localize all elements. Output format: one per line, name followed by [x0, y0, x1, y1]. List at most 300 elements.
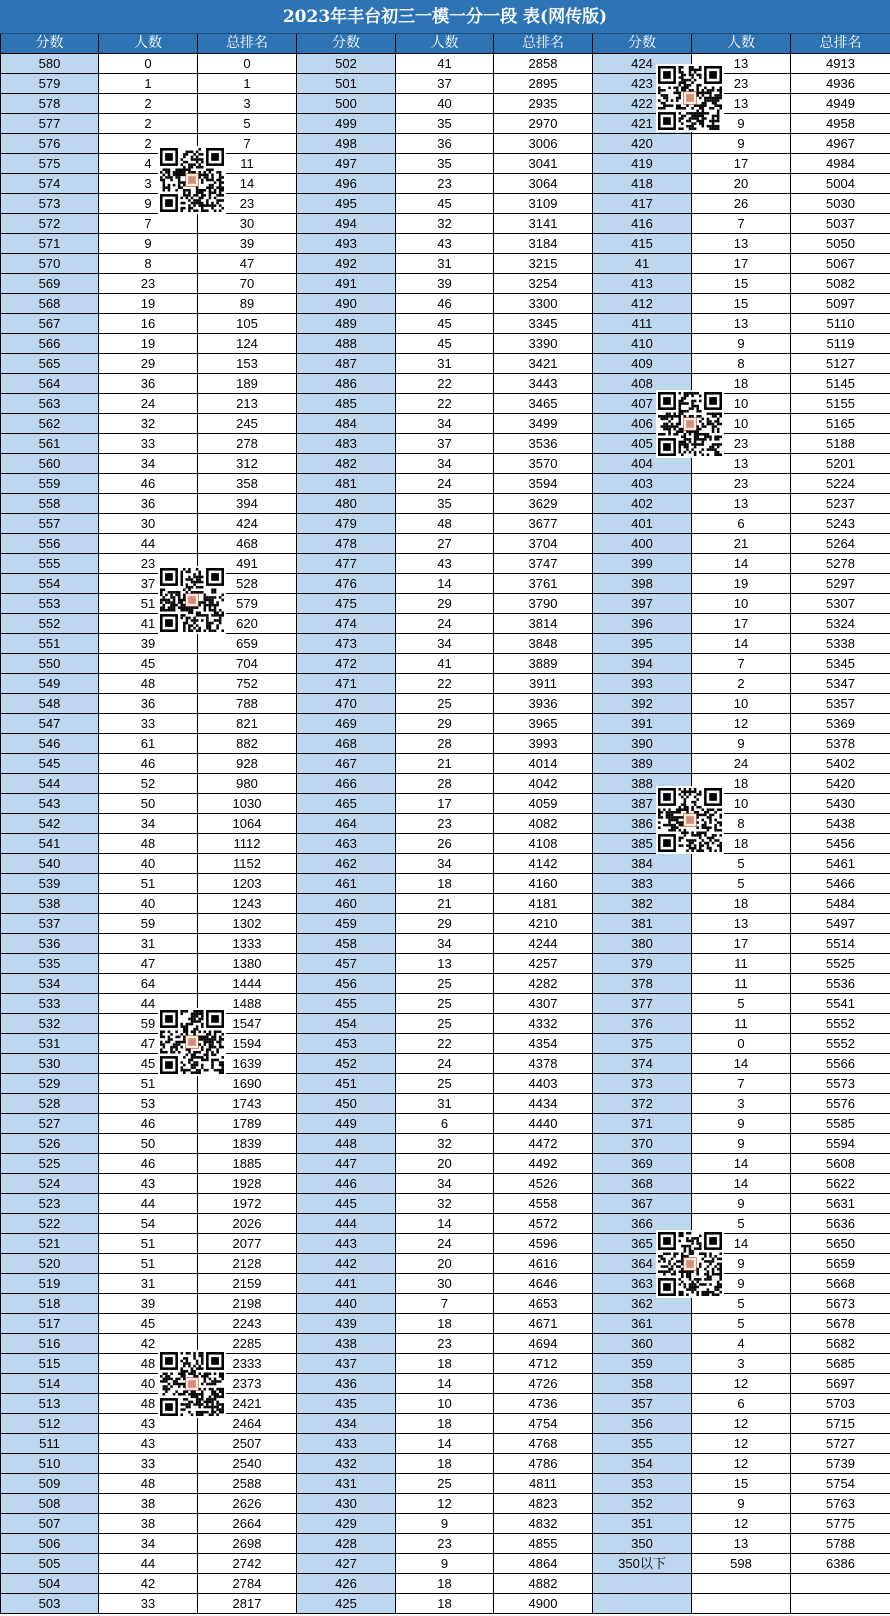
count-cell: 15: [692, 274, 791, 294]
score-cell: 433: [297, 1434, 396, 1454]
count-cell: 12: [692, 1514, 791, 1534]
score-cell: 377: [593, 994, 692, 1014]
score-cell: 456: [297, 974, 396, 994]
count-cell: 12: [692, 1434, 791, 1454]
score-cell: [593, 1594, 692, 1614]
rank-cell: 4913: [791, 54, 890, 74]
header-count: 人数: [99, 34, 198, 54]
count-cell: 26: [396, 834, 494, 854]
count-cell: 5: [692, 994, 791, 1014]
count-cell: 53: [99, 1094, 198, 1114]
score-cell: 545: [1, 754, 99, 774]
rank-cell: 1488: [198, 994, 297, 1014]
rank-cell: 5536: [791, 974, 890, 994]
count-cell: 8: [99, 254, 198, 274]
count-cell: 43: [99, 1434, 198, 1454]
rank-cell: 3790: [494, 594, 593, 614]
count-cell: 7: [692, 214, 791, 234]
rank-cell: 4160: [494, 874, 593, 894]
count-cell: 40: [99, 854, 198, 874]
count-cell: 22: [396, 1034, 494, 1054]
score-cell: 521: [1, 1234, 99, 1254]
count-cell: 44: [99, 1194, 198, 1214]
score-cell: 452: [297, 1054, 396, 1074]
score-cell: 478: [297, 534, 396, 554]
score-cell: 361: [593, 1314, 692, 1334]
count-cell: 32: [396, 1194, 494, 1214]
count-cell: 29: [99, 354, 198, 374]
count-cell: 15: [692, 1474, 791, 1494]
score-cell: 504: [1, 1574, 99, 1594]
count-cell: 40: [99, 1374, 198, 1394]
rank-cell: 3848: [494, 634, 593, 654]
count-cell: 14: [396, 1434, 494, 1454]
score-cell: 451: [297, 1074, 396, 1094]
score-cell: 495: [297, 194, 396, 214]
count-cell: 16: [99, 314, 198, 334]
score-cell: 385: [593, 834, 692, 854]
qr-code-image: [656, 786, 724, 854]
count-cell: 14: [692, 1234, 791, 1254]
rank-cell: 3677: [494, 514, 593, 534]
count-cell: 10: [692, 414, 791, 434]
score-cell: 466: [297, 774, 396, 794]
count-cell: 39: [99, 634, 198, 654]
score-cell: 432: [297, 1454, 396, 1474]
score-cell: 440: [297, 1294, 396, 1314]
rank-cell: 5650: [791, 1234, 890, 1254]
rank-cell: 1302: [198, 914, 297, 934]
score-cell: 480: [297, 494, 396, 514]
score-cell: 358: [593, 1374, 692, 1394]
count-cell: 10: [692, 694, 791, 714]
score-cell: 405: [593, 434, 692, 454]
score-cell: 388: [593, 774, 692, 794]
count-cell: 9: [692, 334, 791, 354]
count-cell: 24: [99, 394, 198, 414]
rank-cell: 278: [198, 434, 297, 454]
rank-cell: 4984: [791, 154, 890, 174]
count-cell: 24: [396, 614, 494, 634]
count-cell: 10: [692, 594, 791, 614]
score-cell: 569: [1, 274, 99, 294]
rank-cell: 213: [198, 394, 297, 414]
count-cell: 7: [692, 1074, 791, 1094]
count-cell: 25: [396, 994, 494, 1014]
rank-cell: 1547: [198, 1014, 297, 1034]
count-cell: 23: [99, 554, 198, 574]
count-cell: 45: [396, 314, 494, 334]
count-cell: 33: [99, 1454, 198, 1474]
count-cell: 40: [396, 94, 494, 114]
score-cell: 41: [593, 254, 692, 274]
score-cell: 576: [1, 134, 99, 154]
count-cell: 51: [99, 1074, 198, 1094]
rank-cell: 4042: [494, 774, 593, 794]
count-cell: 13: [396, 954, 494, 974]
score-cell: 544: [1, 774, 99, 794]
score-cell: 496: [297, 174, 396, 194]
score-cell: 486: [297, 374, 396, 394]
score-cell: 512: [1, 1414, 99, 1434]
rank-cell: 5668: [791, 1274, 890, 1294]
count-cell: 28: [396, 774, 494, 794]
count-cell: 13: [692, 54, 791, 74]
score-cell: 379: [593, 954, 692, 974]
rank-cell: 5188: [791, 434, 890, 454]
count-cell: 43: [99, 1174, 198, 1194]
rank-cell: 153: [198, 354, 297, 374]
score-cell: 424: [593, 54, 692, 74]
score-cell: 485: [297, 394, 396, 414]
score-cell: 562: [1, 414, 99, 434]
count-cell: 51: [99, 874, 198, 894]
score-cell: 401: [593, 514, 692, 534]
rank-cell: 5430: [791, 794, 890, 814]
count-cell: 11: [692, 1014, 791, 1034]
rank-cell: 1030: [198, 794, 297, 814]
rank-cell: 5497: [791, 914, 890, 934]
count-cell: 42: [99, 1574, 198, 1594]
count-cell: 18: [396, 1574, 494, 1594]
score-cell: 446: [297, 1174, 396, 1194]
rank-cell: 2970: [494, 114, 593, 134]
rank-cell: 4354: [494, 1034, 593, 1054]
count-cell: 13: [692, 234, 791, 254]
rank-cell: 5224: [791, 474, 890, 494]
score-cell: 408: [593, 374, 692, 394]
rank-cell: 5338: [791, 634, 890, 654]
count-cell: 50: [99, 1134, 198, 1154]
count-cell: 3: [692, 1094, 791, 1114]
count-cell: 6: [692, 514, 791, 534]
rank-cell: 3390: [494, 334, 593, 354]
score-cell: 526: [1, 1134, 99, 1154]
count-cell: 46: [396, 294, 494, 314]
count-cell: 44: [99, 534, 198, 554]
count-cell: 34: [99, 814, 198, 834]
rank-cell: 468: [198, 534, 297, 554]
count-cell: 17: [396, 794, 494, 814]
score-cell: 472: [297, 654, 396, 674]
rank-cell: 5594: [791, 1134, 890, 1154]
rank-cell: 4059: [494, 794, 593, 814]
count-cell: 9: [396, 1554, 494, 1574]
score-cell: 538: [1, 894, 99, 914]
count-cell: [692, 1594, 791, 1614]
count-cell: 20: [396, 1254, 494, 1274]
score-cell: 411: [593, 314, 692, 334]
rank-cell: 5082: [791, 274, 890, 294]
rank-cell: 5: [198, 114, 297, 134]
rank-cell: 5037: [791, 214, 890, 234]
count-cell: 43: [99, 1414, 198, 1434]
count-cell: 38: [99, 1494, 198, 1514]
rank-cell: 579: [198, 594, 297, 614]
score-cell: 366: [593, 1214, 692, 1234]
count-cell: 47: [99, 954, 198, 974]
rank-cell: 105: [198, 314, 297, 334]
rank-cell: 1: [198, 74, 297, 94]
count-cell: 9: [396, 1514, 494, 1534]
rank-cell: 2698: [198, 1534, 297, 1554]
rank-cell: 2626: [198, 1494, 297, 1514]
rank-cell: 5715: [791, 1414, 890, 1434]
count-cell: 12: [692, 714, 791, 734]
score-cell: 549: [1, 674, 99, 694]
rank-cell: 2421: [198, 1394, 297, 1414]
count-cell: 7: [99, 214, 198, 234]
rank-cell: 5402: [791, 754, 890, 774]
rank-cell: 5659: [791, 1254, 890, 1274]
count-cell: 48: [99, 1474, 198, 1494]
rank-cell: 5585: [791, 1114, 890, 1134]
count-cell: 4: [692, 1334, 791, 1354]
score-cell: 493: [297, 234, 396, 254]
rank-cell: 528: [198, 574, 297, 594]
score-cell: 434: [297, 1414, 396, 1434]
score-cell: 505: [1, 1554, 99, 1574]
rank-cell: 4736: [494, 1394, 593, 1414]
rank-cell: 5466: [791, 874, 890, 894]
score-cell: 399: [593, 554, 692, 574]
rank-cell: 2198: [198, 1294, 297, 1314]
score-cell: 390: [593, 734, 692, 754]
rank-cell: 358: [198, 474, 297, 494]
score-cell: 443: [297, 1234, 396, 1254]
count-cell: 18: [396, 1594, 494, 1614]
rank-cell: 5788: [791, 1534, 890, 1554]
score-cell: 508: [1, 1494, 99, 1514]
rank-cell: 2588: [198, 1474, 297, 1494]
count-cell: 3: [692, 1354, 791, 1374]
score-cell: 511: [1, 1434, 99, 1454]
rank-cell: 3109: [494, 194, 593, 214]
score-cell: 423: [593, 74, 692, 94]
score-cell: 453: [297, 1034, 396, 1054]
count-cell: [692, 1574, 791, 1594]
rank-cell: 1243: [198, 894, 297, 914]
score-cell: 536: [1, 934, 99, 954]
score-cell: 467: [297, 754, 396, 774]
rank-cell: 5484: [791, 894, 890, 914]
rank-cell: 1152: [198, 854, 297, 874]
count-cell: 9: [99, 194, 198, 214]
score-cell: 579: [1, 74, 99, 94]
count-cell: 23: [396, 174, 494, 194]
count-cell: 34: [99, 454, 198, 474]
count-cell: 54: [99, 1214, 198, 1234]
count-cell: 17: [692, 934, 791, 954]
count-cell: 42: [99, 1334, 198, 1354]
score-cell: 461: [297, 874, 396, 894]
score-cell: 464: [297, 814, 396, 834]
count-cell: 17: [692, 254, 791, 274]
count-cell: 5: [692, 874, 791, 894]
score-cell: 444: [297, 1214, 396, 1234]
count-cell: 14: [692, 1154, 791, 1174]
score-cell: 559: [1, 474, 99, 494]
count-cell: 34: [396, 1174, 494, 1194]
score-cell: 510: [1, 1454, 99, 1474]
qr-code-image: [656, 390, 724, 458]
score-cell: 389: [593, 754, 692, 774]
score-cell: 488: [297, 334, 396, 354]
count-cell: 40: [99, 894, 198, 914]
count-cell: 1: [99, 74, 198, 94]
score-cell: 517: [1, 1314, 99, 1334]
rank-cell: 4900: [494, 1594, 593, 1614]
score-cell: 524: [1, 1174, 99, 1194]
count-cell: 18: [396, 1354, 494, 1374]
count-cell: 23: [692, 74, 791, 94]
count-cell: 35: [396, 154, 494, 174]
rank-cell: 2858: [494, 54, 593, 74]
rank-cell: 491: [198, 554, 297, 574]
score-cell: 364: [593, 1254, 692, 1274]
rank-cell: 752: [198, 674, 297, 694]
rank-cell: 4572: [494, 1214, 593, 1234]
count-cell: 9: [692, 114, 791, 134]
count-cell: 32: [396, 1134, 494, 1154]
count-cell: 9: [692, 1254, 791, 1274]
rank-cell: 5097: [791, 294, 890, 314]
score-cell: 479: [297, 514, 396, 534]
rank-cell: 620: [198, 614, 297, 634]
score-cell: 487: [297, 354, 396, 374]
rank-cell: 2159: [198, 1274, 297, 1294]
score-cell: 402: [593, 494, 692, 514]
count-cell: 64: [99, 974, 198, 994]
rank-cell: 124: [198, 334, 297, 354]
rank-cell: 2128: [198, 1254, 297, 1274]
score-cell: 580: [1, 54, 99, 74]
count-cell: 26: [692, 194, 791, 214]
score-cell: 460: [297, 894, 396, 914]
count-cell: 39: [396, 274, 494, 294]
rank-cell: 4434: [494, 1094, 593, 1114]
score-cell: 356: [593, 1414, 692, 1434]
score-cell: 447: [297, 1154, 396, 1174]
score-cell: 554: [1, 574, 99, 594]
score-cell: 370: [593, 1134, 692, 1154]
rank-cell: 4378: [494, 1054, 593, 1074]
count-cell: 51: [99, 594, 198, 614]
score-cell: 539: [1, 874, 99, 894]
score-cell: 450: [297, 1094, 396, 1114]
count-cell: 13: [692, 454, 791, 474]
rank-cell: 2026: [198, 1214, 297, 1234]
rank-cell: 3747: [494, 554, 593, 574]
rank-cell: 3499: [494, 414, 593, 434]
count-cell: 9: [692, 1134, 791, 1154]
rank-cell: 4864: [494, 1554, 593, 1574]
score-cell: 490: [297, 294, 396, 314]
rank-cell: 4082: [494, 814, 593, 834]
rank-cell: 3: [198, 94, 297, 114]
score-cell: 572: [1, 214, 99, 234]
count-cell: 598: [692, 1554, 791, 1574]
score-cell: 519: [1, 1274, 99, 1294]
count-cell: 18: [396, 1414, 494, 1434]
score-cell: 491: [297, 274, 396, 294]
count-cell: 23: [396, 1534, 494, 1554]
header-score: 分数: [1, 34, 99, 54]
count-cell: 25: [396, 974, 494, 994]
count-cell: 23: [692, 474, 791, 494]
rank-cell: 5050: [791, 234, 890, 254]
count-cell: 12: [692, 1374, 791, 1394]
score-cell: 367: [593, 1194, 692, 1214]
rank-cell: 1690: [198, 1074, 297, 1094]
score-cell: 413: [593, 274, 692, 294]
count-cell: 32: [99, 414, 198, 434]
count-cell: 12: [396, 1494, 494, 1514]
rank-cell: 3761: [494, 574, 593, 594]
score-cell: 535: [1, 954, 99, 974]
rank-cell: 3345: [494, 314, 593, 334]
rank-cell: 1333: [198, 934, 297, 954]
rank-cell: 3704: [494, 534, 593, 554]
score-cell: 462: [297, 854, 396, 874]
rank-cell: [791, 1594, 890, 1614]
rank-cell: 4244: [494, 934, 593, 954]
rank-cell: 3141: [494, 214, 593, 234]
rank-cell: 4403: [494, 1074, 593, 1094]
count-cell: 22: [396, 374, 494, 394]
count-cell: 10: [396, 1394, 494, 1414]
rank-cell: 704: [198, 654, 297, 674]
count-cell: 4: [99, 154, 198, 174]
rank-cell: 3300: [494, 294, 593, 314]
score-cell: 551: [1, 634, 99, 654]
count-cell: 46: [99, 1114, 198, 1134]
count-cell: 31: [99, 1274, 198, 1294]
rank-cell: 4472: [494, 1134, 593, 1154]
score-cell: 482: [297, 454, 396, 474]
count-cell: 31: [396, 254, 494, 274]
rank-cell: 4646: [494, 1274, 593, 1294]
score-cell: 547: [1, 714, 99, 734]
score-cell: 509: [1, 1474, 99, 1494]
score-cell: 574: [1, 174, 99, 194]
score-cell: 527: [1, 1114, 99, 1134]
count-cell: 33: [99, 714, 198, 734]
count-cell: 48: [99, 674, 198, 694]
score-cell: 506: [1, 1534, 99, 1554]
count-cell: 30: [99, 514, 198, 534]
rank-cell: 5110: [791, 314, 890, 334]
score-cell: 561: [1, 434, 99, 454]
score-cell: 458: [297, 934, 396, 954]
rank-cell: 14: [198, 174, 297, 194]
score-cell: 558: [1, 494, 99, 514]
score-cell: 575: [1, 154, 99, 174]
score-cell: 441: [297, 1274, 396, 1294]
rank-cell: 4958: [791, 114, 890, 134]
score-cell: 507: [1, 1514, 99, 1534]
rank-cell: 3814: [494, 614, 593, 634]
count-cell: 23: [99, 274, 198, 294]
count-cell: 14: [396, 1374, 494, 1394]
count-cell: 20: [692, 174, 791, 194]
rank-cell: 2784: [198, 1574, 297, 1594]
rank-cell: 4949: [791, 94, 890, 114]
score-cell: 533: [1, 994, 99, 1014]
rank-cell: 5165: [791, 414, 890, 434]
count-cell: 37: [99, 574, 198, 594]
rank-cell: 5636: [791, 1214, 890, 1234]
